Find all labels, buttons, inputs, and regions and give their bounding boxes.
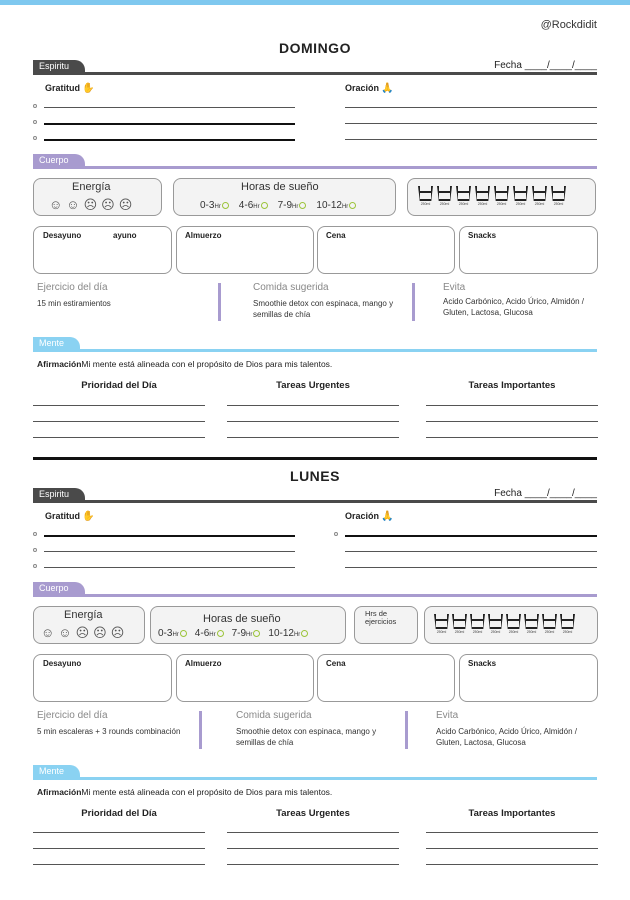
oracion-line-3[interactable] — [345, 567, 597, 568]
sleep-option[interactable]: 7-9Hr — [232, 628, 261, 639]
section-line-espiritu — [33, 500, 597, 503]
meal-label-desayuno: Desayuno — [43, 659, 82, 668]
section-tab-cuerpo: Cuerpo — [33, 154, 85, 167]
section-line-mente — [33, 777, 597, 780]
importantes-line[interactable] — [426, 437, 598, 438]
glass-ml-label: 250ml — [508, 630, 519, 634]
section-line-cuerpo — [33, 594, 597, 597]
oracion-line-1[interactable] — [345, 535, 597, 537]
importantes-line[interactable] — [426, 848, 598, 849]
water-glass-icon[interactable] — [451, 612, 468, 634]
sleep-options — [200, 200, 356, 211]
exercise-hours-label: Hrs de ejercicios — [365, 609, 397, 626]
oracion-line-3[interactable] — [345, 139, 597, 140]
meal-label-cena: Cena — [326, 231, 346, 240]
water-glass-icon[interactable] — [559, 612, 576, 634]
glass-ml-label: 250ml — [458, 202, 469, 206]
afirmacion: AfirmaciónMi mente está alineada con el propósito de Dios para mis talentos. — [37, 359, 333, 369]
neutral-face-icon[interactable]: ☹ — [83, 197, 98, 212]
sleep-option[interactable]: 10-12Hr — [316, 200, 356, 211]
glass-ml-label: 250ml — [562, 630, 573, 634]
importantes-line[interactable] — [426, 864, 598, 865]
water-glass-icon[interactable] — [550, 184, 567, 206]
meal-box-desayuno[interactable] — [33, 654, 172, 702]
very-sad-face-icon[interactable]: ☹ — [118, 197, 133, 212]
energy-box — [33, 606, 145, 644]
day-divider — [33, 457, 597, 460]
glass-ml-label: 250ml — [553, 202, 564, 206]
comida-title: Comida sugerida — [253, 282, 329, 293]
bullet — [33, 104, 37, 108]
radio-circle-icon — [261, 202, 268, 209]
column-divider — [218, 283, 221, 321]
water-glass-icon[interactable] — [523, 612, 540, 634]
prioridad-line[interactable] — [33, 864, 205, 865]
meal-box-cena[interactable] — [317, 226, 455, 274]
bullet — [33, 548, 37, 552]
very-happy-face-icon[interactable]: ☺ — [41, 625, 55, 640]
happy-face-icon[interactable]: ☺ — [58, 625, 72, 640]
glass-ml-label: 250ml — [490, 630, 501, 634]
prioridad-line[interactable] — [33, 848, 205, 849]
day-title: DOMINGO — [279, 40, 351, 56]
importantes-header: Tareas Importantes — [468, 380, 556, 391]
meal-label-desayuno: Desayuno — [43, 231, 82, 240]
prioridad-line[interactable] — [33, 437, 205, 438]
water-glass-icon[interactable] — [455, 184, 472, 206]
energy-faces — [49, 197, 132, 213]
author-handle: @Rockdidit — [540, 19, 597, 31]
gratitud-line-2[interactable] — [44, 551, 295, 552]
urgentes-line[interactable] — [227, 848, 399, 849]
water-glass-icon[interactable] — [493, 184, 510, 206]
section-tab-mente: Mente — [33, 337, 80, 350]
day-lunes — [0, 468, 630, 900]
praying-hands-icon: 🙏 — [381, 511, 394, 522]
sleep-option[interactable]: 0-3Hr — [200, 200, 229, 211]
radio-circle-icon — [349, 202, 356, 209]
meal-box-cena[interactable] — [317, 654, 455, 702]
water-glass-icon[interactable] — [474, 184, 491, 206]
exercise-hours-box[interactable] — [354, 606, 418, 644]
glass-ml-label: 250ml — [439, 202, 450, 206]
importantes-line[interactable] — [426, 405, 598, 406]
radio-circle-icon — [253, 630, 260, 637]
hand-heart-icon: ✋ — [82, 511, 95, 522]
glass-ml-label: 250ml — [544, 630, 555, 634]
comida-text: Smoothie detox con espinaca, mango y semillas de chía — [253, 299, 394, 319]
prioridad-header: Prioridad del Día — [81, 380, 157, 391]
ejercicio-text: 15 min estiramientos — [37, 299, 111, 308]
bullet — [33, 532, 37, 536]
water-glasses — [417, 184, 567, 206]
bullet — [33, 136, 37, 140]
meal-box-snacks[interactable] — [459, 226, 598, 274]
section-tab-espiritu: Espiritu — [33, 60, 85, 73]
radio-circle-icon — [180, 630, 187, 637]
importantes-line[interactable] — [426, 421, 598, 422]
meal-label-ayuno: ayuno — [113, 231, 137, 240]
top-accent-bar — [0, 0, 630, 5]
sad-face-icon[interactable]: ☹ — [93, 625, 107, 640]
water-glass-icon[interactable] — [433, 612, 450, 634]
sleep-options — [158, 628, 308, 639]
meal-box-almuerzo[interactable] — [176, 226, 314, 274]
water-glass-icon[interactable] — [417, 184, 434, 206]
gratitud-line-1[interactable] — [44, 535, 295, 537]
sleep-option[interactable]: 7-9Hr — [278, 200, 307, 211]
glass-ml-label: 250ml — [454, 630, 465, 634]
evita-title: Evita — [443, 282, 466, 293]
meal-label-cena: Cena — [326, 659, 346, 668]
meal-label-almuerzo: Almuerzo — [185, 659, 222, 668]
gratitud-line-3[interactable] — [44, 567, 295, 568]
section-line-mente — [33, 349, 597, 352]
energy-faces — [41, 625, 124, 641]
glass-ml-label: 250ml — [496, 202, 507, 206]
sleep-box — [173, 178, 396, 216]
oracion-label: Oración 🙏 — [345, 83, 394, 94]
section-line-espiritu — [33, 72, 597, 75]
oracion-line-2[interactable] — [345, 123, 597, 124]
afirmacion: AfirmaciónMi mente está alineada con el propósito de Dios para mis talentos. — [37, 787, 333, 797]
water-glass-icon[interactable] — [469, 612, 486, 634]
very-sad-face-icon[interactable]: ☹ — [110, 625, 125, 640]
radio-circle-icon — [217, 630, 224, 637]
date-field[interactable]: Fecha ____/____/____ — [494, 488, 597, 499]
sleep-title: Horas de sueño — [241, 181, 319, 193]
day-title: LUNES — [290, 468, 340, 484]
energy-title: Energía — [72, 181, 111, 193]
column-divider — [199, 711, 202, 749]
meal-label-snacks: Snacks — [468, 659, 497, 668]
urgentes-line[interactable] — [227, 421, 399, 422]
energy-title: Energía — [64, 609, 103, 621]
section-tab-mente: Mente — [33, 765, 80, 778]
prioridad-line[interactable] — [33, 421, 205, 422]
sleep-option[interactable]: 4-6Hr — [195, 628, 224, 639]
happy-face-icon[interactable]: ☺ — [66, 197, 80, 212]
gratitud-label: Gratitud ✋ — [45, 511, 95, 522]
prioridad-header: Prioridad del Día — [81, 808, 157, 819]
water-glass-icon[interactable] — [505, 612, 522, 634]
urgentes-line[interactable] — [227, 405, 399, 406]
evita-text: Acido Carbónico, Acido Úrico, Almidón / Gluten, Lactosa, Glucosa — [443, 297, 584, 317]
urgentes-line[interactable] — [227, 832, 399, 833]
gratitud-line-1[interactable] — [44, 107, 295, 108]
sleep-option[interactable]: 4-6Hr — [239, 200, 268, 211]
glass-ml-label: 250ml — [515, 202, 526, 206]
importantes-header: Tareas Importantes — [468, 808, 556, 819]
sad-face-icon[interactable]: ☹ — [101, 197, 115, 212]
section-tab-cuerpo: Cuerpo — [33, 582, 85, 595]
evita-text: Acido Carbónico, Acido Úrico, Almidón / Gluten, Lactosa, Glucosa — [436, 727, 577, 747]
importantes-line[interactable] — [426, 832, 598, 833]
oracion-line-1[interactable] — [345, 107, 597, 108]
sleep-option[interactable]: 0-3Hr — [158, 628, 187, 639]
urgentes-header: Tareas Urgentes — [276, 808, 350, 819]
gratitud-line-2[interactable] — [44, 123, 295, 125]
glass-ml-label: 250ml — [472, 630, 483, 634]
meal-box-desayuno[interactable] — [33, 226, 172, 274]
meal-box-almuerzo[interactable] — [176, 654, 314, 702]
praying-hands-icon: 🙏 — [381, 83, 394, 94]
water-glasses — [433, 612, 576, 634]
comida-title: Comida sugerida — [236, 710, 312, 721]
evita-title: Evita — [436, 710, 459, 721]
bullet — [334, 532, 338, 536]
sleep-option[interactable]: 10-12Hr — [268, 628, 308, 639]
gratitud-label: Gratitud ✋ — [45, 83, 95, 94]
gratitud-line-3[interactable] — [44, 139, 295, 141]
water-glass-icon[interactable] — [487, 612, 504, 634]
radio-circle-icon — [299, 202, 306, 209]
ejercicio-title: Ejercicio del día — [37, 710, 108, 721]
urgentes-line[interactable] — [227, 437, 399, 438]
meal-label-snacks: Snacks — [468, 231, 497, 240]
glass-ml-label: 250ml — [436, 630, 447, 634]
section-line-cuerpo — [33, 166, 597, 169]
oracion-label: Oración 🙏 — [345, 511, 394, 522]
glass-ml-label: 250ml — [534, 202, 545, 206]
water-tracker-box — [424, 606, 598, 644]
bullet — [33, 120, 37, 124]
column-divider — [405, 711, 408, 749]
urgentes-header: Tareas Urgentes — [276, 380, 350, 391]
water-glass-icon[interactable] — [436, 184, 453, 206]
ejercicio-text: 5 min escaleras + 3 rounds combinación — [37, 727, 181, 736]
radio-circle-icon — [301, 630, 308, 637]
energy-box — [33, 178, 162, 216]
meal-label-almuerzo: Almuerzo — [185, 231, 222, 240]
urgentes-line[interactable] — [227, 864, 399, 865]
prioridad-line[interactable] — [33, 405, 205, 406]
glass-ml-label: 250ml — [420, 202, 431, 206]
ejercicio-title: Ejercicio del día — [37, 282, 108, 293]
neutral-face-icon[interactable]: ☹ — [75, 625, 90, 640]
oracion-line-2[interactable] — [345, 551, 597, 552]
comida-text: Smoothie detox con espinaca, mango y semillas de chía — [236, 727, 377, 747]
very-happy-face-icon[interactable]: ☺ — [49, 197, 63, 212]
prioridad-line[interactable] — [33, 832, 205, 833]
glass-ml-label: 250ml — [477, 202, 488, 206]
sleep-title: Horas de sueño — [203, 613, 281, 625]
water-tracker-box — [407, 178, 596, 216]
date-field[interactable]: Fecha ____/____/____ — [494, 60, 597, 71]
glass-ml-label: 250ml — [526, 630, 537, 634]
meal-box-snacks[interactable] — [459, 654, 598, 702]
column-divider — [412, 283, 415, 321]
water-glass-icon[interactable] — [531, 184, 548, 206]
section-tab-espiritu: Espiritu — [33, 488, 85, 501]
hand-heart-icon: ✋ — [82, 83, 95, 94]
sleep-box — [150, 606, 346, 644]
radio-circle-icon — [222, 202, 229, 209]
bullet — [33, 564, 37, 568]
water-glass-icon[interactable] — [541, 612, 558, 634]
water-glass-icon[interactable] — [512, 184, 529, 206]
day-domingo — [0, 40, 630, 480]
